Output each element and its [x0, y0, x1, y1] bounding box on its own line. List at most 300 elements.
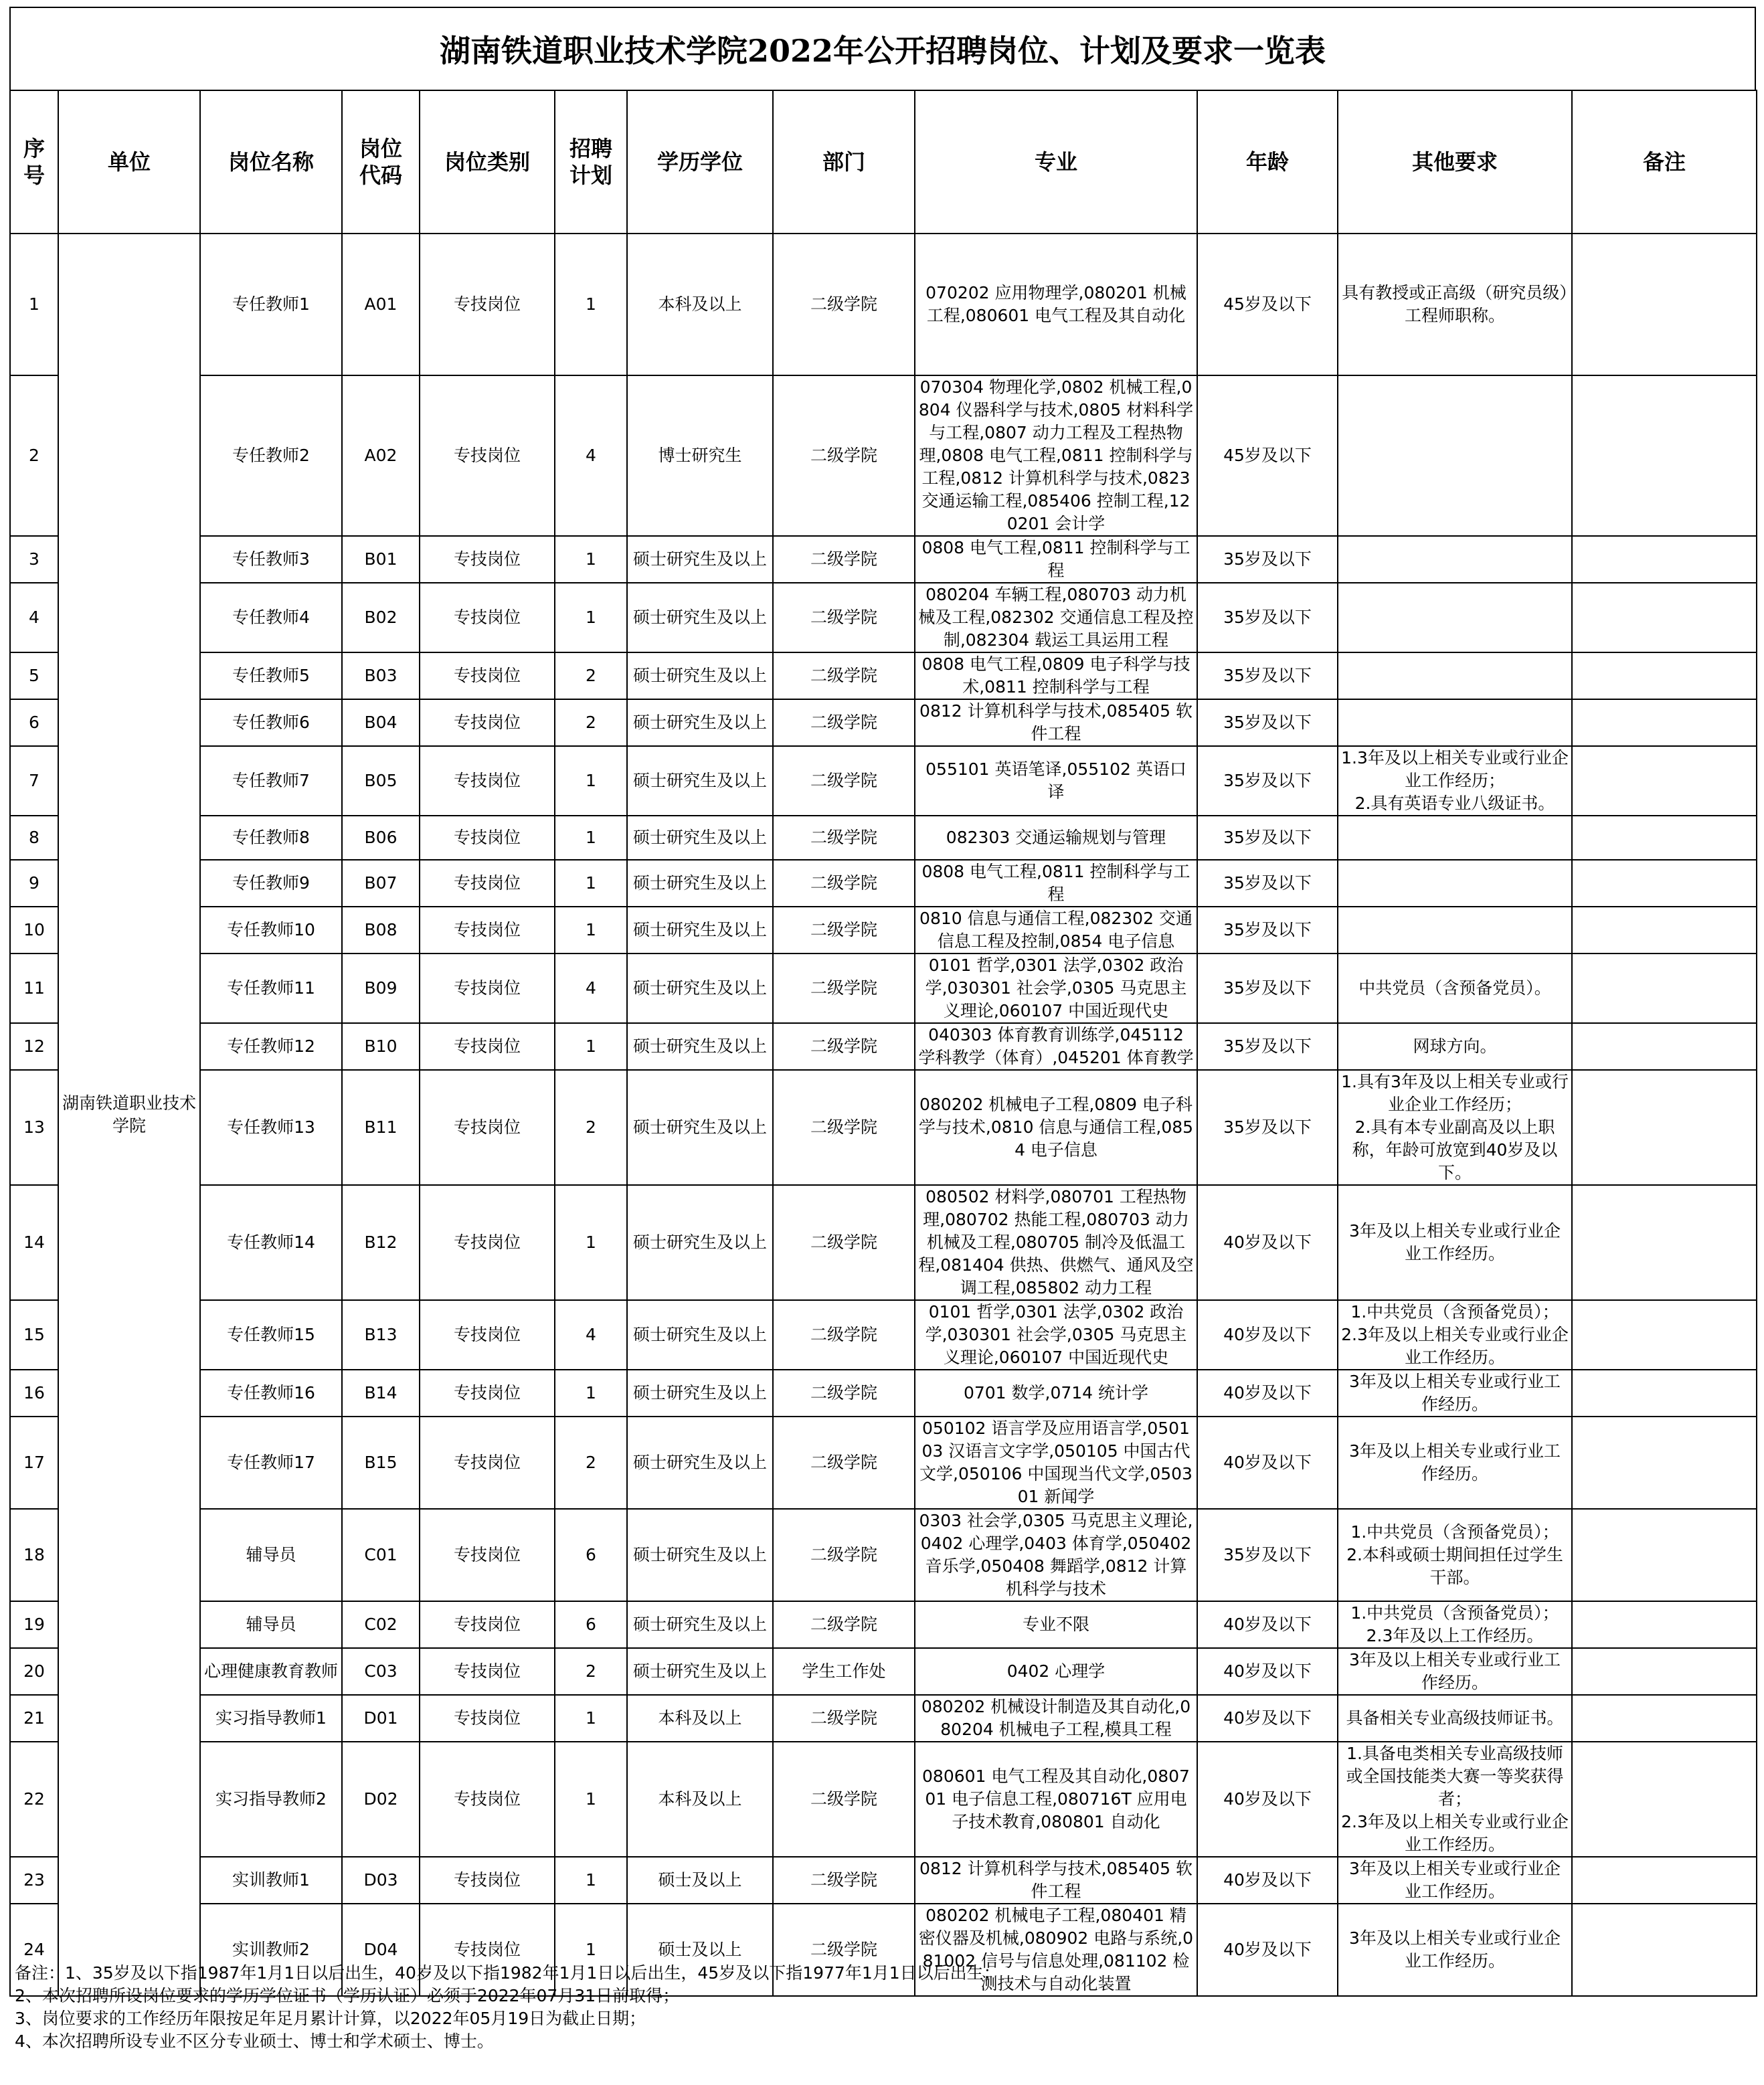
cell-seq: 6 — [10, 699, 58, 746]
cell-dept: 二级学院 — [773, 234, 915, 375]
cell-major: 0101 哲学,0301 法学,0302 政治学,030301 社会学,0305 马克思主义理论,060107 中国近现代史 — [915, 1300, 1197, 1370]
cell-other: 具备相关专业高级技师证书。 — [1338, 1695, 1572, 1742]
cell-major: 0812 计算机科学与技术,085405 软件工程 — [915, 699, 1197, 746]
header-seq: 序号 — [10, 90, 58, 234]
cell-category: 专技岗位 — [420, 1185, 555, 1300]
cell-dept: 二级学院 — [773, 1370, 915, 1417]
cell-degree: 硕士研究生及以上 — [627, 1417, 773, 1509]
cell-age: 45岁及以下 — [1197, 234, 1338, 375]
cell-age: 35岁及以下 — [1197, 860, 1338, 907]
cell-seq: 15 — [10, 1300, 58, 1370]
cell-remark — [1572, 536, 1757, 583]
table-row — [10, 1648, 1757, 1695]
cell-remark — [1572, 1070, 1757, 1185]
cell-other: 1.3年及以上相关专业或行业企业工作经历； 2.具有英语专业八级证书。 — [1338, 746, 1572, 816]
table-row — [10, 652, 1757, 699]
cell-degree: 硕士研究生及以上 — [627, 954, 773, 1023]
cell-plan: 1 — [555, 583, 627, 652]
cell-age: 40岁及以下 — [1197, 1370, 1338, 1417]
cell-position: 专任教师8 — [200, 816, 342, 860]
cell-degree: 硕士研究生及以上 — [627, 860, 773, 907]
table-row — [10, 1370, 1757, 1417]
cell-remark — [1572, 1742, 1757, 1857]
header-other: 其他要求 — [1338, 90, 1572, 234]
cell-degree: 硕士研究生及以上 — [627, 746, 773, 816]
cell-category: 专技岗位 — [420, 1648, 555, 1695]
cell-code: D02 — [342, 1742, 420, 1857]
cell-category: 专技岗位 — [420, 954, 555, 1023]
header-unit: 单位 — [58, 90, 200, 234]
table-row — [10, 536, 1757, 583]
header-row — [10, 90, 1757, 234]
table-row — [10, 1300, 1757, 1370]
cell-category: 专技岗位 — [420, 1070, 555, 1185]
cell-dept: 二级学院 — [773, 1509, 915, 1601]
cell-age: 40岁及以下 — [1197, 1185, 1338, 1300]
cell-category: 专技岗位 — [420, 1904, 555, 1996]
header-remark: 备注 — [1572, 90, 1757, 234]
cell-degree: 硕士研究生及以上 — [627, 699, 773, 746]
cell-dept: 二级学院 — [773, 1300, 915, 1370]
cell-code: C01 — [342, 1509, 420, 1601]
cell-other: 3年及以上相关专业或行业工作经历。 — [1338, 1370, 1572, 1417]
cell-major: 050102 语言学及应用语言学,050103 汉语言文字学,050105 中国古代文学,050106 中国现当代文学,050301 新闻学 — [915, 1417, 1197, 1509]
cell-code: D04 — [342, 1904, 420, 1996]
cell-dept: 学生工作处 — [773, 1648, 915, 1695]
cell-dept: 二级学院 — [773, 1185, 915, 1300]
table-row — [10, 1695, 1757, 1742]
cell-category: 专技岗位 — [420, 375, 555, 536]
header-dept: 部门 — [773, 90, 915, 234]
cell-major: 080204 车辆工程,080703 动力机械及工程,082302 交通信息工程及控制,082304 载运工具运用工程 — [915, 583, 1197, 652]
cell-position: 专任教师14 — [200, 1185, 342, 1300]
cell-remark — [1572, 1300, 1757, 1370]
table-row — [10, 1185, 1757, 1300]
cell-other: 1.中共党员（含预备党员）； 2.3年及以上相关专业或行业企业工作经历。 — [1338, 1300, 1572, 1370]
cell-position: 实习指导教师1 — [200, 1695, 342, 1742]
cell-seq: 19 — [10, 1601, 58, 1648]
cell-seq: 3 — [10, 536, 58, 583]
cell-dept: 二级学院 — [773, 860, 915, 907]
cell-code: C02 — [342, 1601, 420, 1648]
cell-plan: 2 — [555, 652, 627, 699]
cell-age: 35岁及以下 — [1197, 746, 1338, 816]
cell-degree: 硕士研究生及以上 — [627, 907, 773, 954]
cell-code: B07 — [342, 860, 420, 907]
cell-seq: 4 — [10, 583, 58, 652]
recruitment-table — [9, 90, 1757, 1997]
footnote: 3、岗位要求的工作经历年限按足年足月累计计算，以2022年05月19日为截止日期； — [15, 2009, 646, 2028]
cell-dept: 二级学院 — [773, 375, 915, 536]
cell-major: 040303 体育教育训练学,045112 学科教学（体育）,045201 体育教学 — [915, 1023, 1197, 1070]
cell-major: 0101 哲学,0301 法学,0302 政治学,030301 社会学,0305 马克思主义理论,060107 中国近现代史 — [915, 954, 1197, 1023]
cell-plan: 1 — [555, 1185, 627, 1300]
cell-other: 中共党员（含预备党员）。 — [1338, 954, 1572, 1023]
cell-remark — [1572, 1601, 1757, 1648]
cell-plan: 1 — [555, 234, 627, 375]
cell-code: B10 — [342, 1023, 420, 1070]
cell-category: 专技岗位 — [420, 907, 555, 954]
cell-code: B01 — [342, 536, 420, 583]
cell-other: 3年及以上相关专业或行业企业工作经历。 — [1338, 1185, 1572, 1300]
cell-code: B05 — [342, 746, 420, 816]
table-row — [10, 1601, 1757, 1648]
cell-major: 0810 信息与通信工程,082302 交通信息工程及控制,0854 电子信息 — [915, 907, 1197, 954]
cell-remark — [1572, 954, 1757, 1023]
cell-plan: 1 — [555, 1904, 627, 1996]
cell-dept: 二级学院 — [773, 1742, 915, 1857]
cell-category: 专技岗位 — [420, 1300, 555, 1370]
cell-position: 专任教师3 — [200, 536, 342, 583]
cell-category: 专技岗位 — [420, 1857, 555, 1904]
cell-age: 45岁及以下 — [1197, 375, 1338, 536]
cell-category: 专技岗位 — [420, 1023, 555, 1070]
cell-degree: 硕士及以上 — [627, 1857, 773, 1904]
cell-seq: 16 — [10, 1370, 58, 1417]
cell-position: 专任教师11 — [200, 954, 342, 1023]
cell-remark — [1572, 1023, 1757, 1070]
cell-code: B02 — [342, 583, 420, 652]
cell-position: 专任教师7 — [200, 746, 342, 816]
cell-dept: 二级学院 — [773, 816, 915, 860]
cell-remark — [1572, 1509, 1757, 1601]
cell-major: 080202 机械电子工程,0809 电子科学与技术,0810 信息与通信工程,0854 电子信息 — [915, 1070, 1197, 1185]
cell-seq: 9 — [10, 860, 58, 907]
cell-plan: 1 — [555, 907, 627, 954]
cell-other: 具有教授或正高级（研究员级）工程师职称。 — [1338, 234, 1572, 375]
cell-age: 35岁及以下 — [1197, 583, 1338, 652]
page-title: 湖南铁道职业技术学院2022年公开招聘岗位、计划及要求一览表 — [9, 7, 1756, 90]
cell-age: 35岁及以下 — [1197, 1509, 1338, 1601]
cell-remark — [1572, 1370, 1757, 1417]
cell-position: 辅导员 — [200, 1601, 342, 1648]
cell-plan: 1 — [555, 816, 627, 860]
cell-seq: 13 — [10, 1070, 58, 1185]
cell-plan: 4 — [555, 375, 627, 536]
cell-plan: 2 — [555, 1417, 627, 1509]
cell-age: 40岁及以下 — [1197, 1648, 1338, 1695]
cell-category: 专技岗位 — [420, 860, 555, 907]
cell-unit: 湖南铁道职业技术学院 — [58, 234, 200, 1996]
cell-remark — [1572, 1857, 1757, 1904]
cell-position: 专任教师6 — [200, 699, 342, 746]
cell-plan: 1 — [555, 1695, 627, 1742]
cell-degree: 硕士研究生及以上 — [627, 1185, 773, 1300]
cell-other: 3年及以上相关专业或行业企业工作经历。 — [1338, 1904, 1572, 1996]
cell-age: 40岁及以下 — [1197, 1417, 1338, 1509]
header-major: 专业 — [915, 90, 1197, 234]
cell-major: 0808 电气工程,0809 电子科学与技术,0811 控制科学与工程 — [915, 652, 1197, 699]
cell-other — [1338, 652, 1572, 699]
footnote: 备注：1、35岁及以下指1987年1月1日以后出生，40岁及以下指1982年1月1日以后出生，45岁及以下指1977年1月1日以后出生； — [15, 1963, 1000, 1983]
cell-dept: 二级学院 — [773, 1417, 915, 1509]
cell-plan: 1 — [555, 1742, 627, 1857]
cell-seq: 23 — [10, 1857, 58, 1904]
cell-code: D03 — [342, 1857, 420, 1904]
cell-position: 专任教师17 — [200, 1417, 342, 1509]
cell-code: B14 — [342, 1370, 420, 1417]
cell-major: 080601 电气工程及其自动化,080701 电子信息工程,080716T 应用电子技术教育,080801 自动化 — [915, 1742, 1197, 1857]
cell-degree: 硕士研究生及以上 — [627, 1023, 773, 1070]
cell-degree: 硕士研究生及以上 — [627, 1601, 773, 1648]
cell-dept: 二级学院 — [773, 1857, 915, 1904]
cell-position: 实训教师1 — [200, 1857, 342, 1904]
cell-seq: 17 — [10, 1417, 58, 1509]
cell-dept: 二级学院 — [773, 536, 915, 583]
cell-seq: 5 — [10, 652, 58, 699]
table-row — [10, 1742, 1757, 1857]
cell-major: 0402 心理学 — [915, 1648, 1197, 1695]
cell-position: 专任教师12 — [200, 1023, 342, 1070]
header-plan: 招聘计划 — [555, 90, 627, 234]
cell-major: 0303 社会学,0305 马克思主义理论,0402 心理学,0403 体育学,050402 音乐学,050408 舞蹈学,0812 计算机科学与技术 — [915, 1509, 1197, 1601]
cell-seq: 1 — [10, 234, 58, 375]
cell-degree: 本科及以上 — [627, 1742, 773, 1857]
cell-dept: 二级学院 — [773, 1070, 915, 1185]
cell-major: 070304 物理化学,0802 机械工程,0804 仪器科学与技术,0805 材料科学与工程,0807 动力工程及工程热物理,0808 电气工程,0811 控制科学与工程,0812 计算机科学与技术,0823 交通运输工程,085406 控制工程,120201 会计学 — [915, 375, 1197, 536]
cell-remark — [1572, 234, 1757, 375]
cell-dept: 二级学院 — [773, 1695, 915, 1742]
cell-category: 专技岗位 — [420, 746, 555, 816]
cell-remark — [1572, 816, 1757, 860]
cell-seq: 21 — [10, 1695, 58, 1742]
cell-seq: 12 — [10, 1023, 58, 1070]
table-row — [10, 1509, 1757, 1601]
cell-code: C03 — [342, 1648, 420, 1695]
cell-category: 专技岗位 — [420, 1417, 555, 1509]
cell-major: 专业不限 — [915, 1601, 1197, 1648]
cell-other: 3年及以上相关专业或行业工作经历。 — [1338, 1417, 1572, 1509]
cell-remark — [1572, 583, 1757, 652]
cell-dept: 二级学院 — [773, 746, 915, 816]
cell-seq: 8 — [10, 816, 58, 860]
cell-remark — [1572, 746, 1757, 816]
cell-plan: 4 — [555, 1300, 627, 1370]
cell-other — [1338, 583, 1572, 652]
cell-plan: 2 — [555, 1070, 627, 1185]
cell-plan: 1 — [555, 536, 627, 583]
cell-age: 35岁及以下 — [1197, 652, 1338, 699]
table-row — [10, 234, 1757, 375]
cell-degree: 本科及以上 — [627, 1695, 773, 1742]
cell-seq: 22 — [10, 1742, 58, 1857]
footnote: 2、本次招聘所设岗位要求的学历学位证书（学历认证）必须于2022年07月31日前取得； — [15, 1986, 680, 2005]
cell-code: D01 — [342, 1695, 420, 1742]
header-position: 岗位名称 — [200, 90, 342, 234]
cell-degree: 硕士研究生及以上 — [627, 1648, 773, 1695]
cell-degree: 硕士研究生及以上 — [627, 583, 773, 652]
cell-degree: 硕士研究生及以上 — [627, 816, 773, 860]
cell-category: 专技岗位 — [420, 583, 555, 652]
cell-dept: 二级学院 — [773, 907, 915, 954]
cell-dept: 二级学院 — [773, 1023, 915, 1070]
cell-remark — [1572, 375, 1757, 536]
cell-major: 080202 机械设计制造及其自动化,080204 机械电子工程,模具工程 — [915, 1695, 1197, 1742]
cell-other — [1338, 860, 1572, 907]
cell-dept: 二级学院 — [773, 954, 915, 1023]
table-row — [10, 583, 1757, 652]
cell-category: 专技岗位 — [420, 1601, 555, 1648]
cell-remark — [1572, 699, 1757, 746]
cell-age: 40岁及以下 — [1197, 1904, 1338, 1996]
table-row — [10, 1857, 1757, 1904]
cell-category: 专技岗位 — [420, 1742, 555, 1857]
cell-other — [1338, 536, 1572, 583]
cell-code: A01 — [342, 234, 420, 375]
cell-plan: 1 — [555, 746, 627, 816]
cell-degree: 硕士研究生及以上 — [627, 1300, 773, 1370]
cell-seq: 14 — [10, 1185, 58, 1300]
cell-degree: 硕士研究生及以上 — [627, 1370, 773, 1417]
cell-position: 实习指导教师2 — [200, 1742, 342, 1857]
cell-degree: 硕士研究生及以上 — [627, 652, 773, 699]
cell-remark — [1572, 1185, 1757, 1300]
cell-plan: 1 — [555, 1023, 627, 1070]
table-row — [10, 1023, 1757, 1070]
header-code: 岗位代码 — [342, 90, 420, 234]
cell-plan: 6 — [555, 1509, 627, 1601]
cell-code: B15 — [342, 1417, 420, 1509]
cell-position: 专任教师10 — [200, 907, 342, 954]
cell-age: 40岁及以下 — [1197, 1300, 1338, 1370]
cell-dept: 二级学院 — [773, 1601, 915, 1648]
cell-age: 35岁及以下 — [1197, 1023, 1338, 1070]
cell-code: B08 — [342, 907, 420, 954]
cell-age: 40岁及以下 — [1197, 1695, 1338, 1742]
cell-degree: 硕士研究生及以上 — [627, 1070, 773, 1185]
cell-category: 专技岗位 — [420, 816, 555, 860]
cell-major: 070202 应用物理学,080201 机械工程,080601 电气工程及其自动化 — [915, 234, 1197, 375]
cell-major: 0808 电气工程,0811 控制科学与工程 — [915, 860, 1197, 907]
cell-position: 专任教师5 — [200, 652, 342, 699]
cell-category: 专技岗位 — [420, 536, 555, 583]
cell-plan: 2 — [555, 1648, 627, 1695]
cell-other: 网球方向。 — [1338, 1023, 1572, 1070]
cell-major: 0701 数学,0714 统计学 — [915, 1370, 1197, 1417]
cell-seq: 20 — [10, 1648, 58, 1695]
cell-plan: 6 — [555, 1601, 627, 1648]
cell-age: 35岁及以下 — [1197, 954, 1338, 1023]
cell-code: B06 — [342, 816, 420, 860]
cell-other: 3年及以上相关专业或行业工作经历。 — [1338, 1648, 1572, 1695]
cell-degree: 本科及以上 — [627, 234, 773, 375]
cell-plan: 1 — [555, 860, 627, 907]
cell-age: 35岁及以下 — [1197, 907, 1338, 954]
footnotes — [15, 1962, 1755, 2053]
cell-category: 专技岗位 — [420, 652, 555, 699]
cell-age: 35岁及以下 — [1197, 1070, 1338, 1185]
cell-major: 055101 英语笔译,055102 英语口译 — [915, 746, 1197, 816]
table-row — [10, 954, 1757, 1023]
cell-position: 专任教师4 — [200, 583, 342, 652]
cell-code: B03 — [342, 652, 420, 699]
cell-major: 0808 电气工程,0811 控制科学与工程 — [915, 536, 1197, 583]
table-row — [10, 860, 1757, 907]
cell-degree: 博士研究生 — [627, 375, 773, 536]
cell-degree: 硕士研究生及以上 — [627, 536, 773, 583]
cell-dept: 二级学院 — [773, 652, 915, 699]
cell-age: 40岁及以下 — [1197, 1742, 1338, 1857]
cell-code: B04 — [342, 699, 420, 746]
cell-plan: 1 — [555, 1370, 627, 1417]
cell-plan: 2 — [555, 699, 627, 746]
cell-code: B12 — [342, 1185, 420, 1300]
cell-seq: 7 — [10, 746, 58, 816]
cell-major: 080202 机械电子工程,080401 精密仪器及机械,080902 电路与系统,081002 信号与信息处理,081102 检测技术与自动化装置 — [915, 1904, 1197, 1996]
cell-position: 辅导员 — [200, 1509, 342, 1601]
cell-remark — [1572, 1648, 1757, 1695]
cell-seq: 10 — [10, 907, 58, 954]
cell-category: 专技岗位 — [420, 234, 555, 375]
cell-age: 35岁及以下 — [1197, 699, 1338, 746]
cell-position: 专任教师2 — [200, 375, 342, 536]
cell-other: 1.具备电类相关专业高级技师或全国技能类大赛一等奖获得者； 2.3年及以上相关专业或行业企业工作经历。 — [1338, 1742, 1572, 1857]
cell-position: 专任教师13 — [200, 1070, 342, 1185]
cell-position: 专任教师15 — [200, 1300, 342, 1370]
table-row — [10, 1070, 1757, 1185]
table-row — [10, 907, 1757, 954]
cell-age: 35岁及以下 — [1197, 536, 1338, 583]
cell-dept: 二级学院 — [773, 1904, 915, 1996]
cell-category: 专技岗位 — [420, 1695, 555, 1742]
cell-seq: 24 — [10, 1904, 58, 1996]
header-degree: 学历学位 — [627, 90, 773, 234]
cell-degree: 硕士研究生及以上 — [627, 1509, 773, 1601]
cell-age: 40岁及以下 — [1197, 1601, 1338, 1648]
cell-seq: 18 — [10, 1509, 58, 1601]
table-row — [10, 746, 1757, 816]
header-category: 岗位类别 — [420, 90, 555, 234]
cell-seq: 2 — [10, 375, 58, 536]
cell-major: 0812 计算机科学与技术,085405 软件工程 — [915, 1857, 1197, 1904]
cell-age: 40岁及以下 — [1197, 1857, 1338, 1904]
cell-other — [1338, 907, 1572, 954]
cell-remark — [1572, 860, 1757, 907]
cell-remark — [1572, 907, 1757, 954]
cell-other: 1.中共党员（含预备党员）； 2.3年及以上工作经历。 — [1338, 1601, 1572, 1648]
cell-seq: 11 — [10, 954, 58, 1023]
cell-code: B11 — [342, 1070, 420, 1185]
cell-dept: 二级学院 — [773, 699, 915, 746]
cell-age: 35岁及以下 — [1197, 816, 1338, 860]
header-age: 年龄 — [1197, 90, 1338, 234]
table-row — [10, 699, 1757, 746]
cell-remark — [1572, 652, 1757, 699]
cell-other: 1.具有3年及以上相关专业或行业企业工作经历； 2.具有本专业副高及以上职称，年龄可放宽到40岁及以下。 — [1338, 1070, 1572, 1185]
cell-position: 专任教师9 — [200, 860, 342, 907]
cell-position: 专任教师16 — [200, 1370, 342, 1417]
cell-remark — [1572, 1695, 1757, 1742]
cell-code: B09 — [342, 954, 420, 1023]
cell-major: 082303 交通运输规划与管理 — [915, 816, 1197, 860]
table-row — [10, 1417, 1757, 1509]
cell-position: 心理健康教育教师 — [200, 1648, 342, 1695]
cell-category: 专技岗位 — [420, 699, 555, 746]
cell-position: 实训教师2 — [200, 1904, 342, 1996]
cell-other — [1338, 816, 1572, 860]
cell-major: 080502 材料学,080701 工程热物理,080702 热能工程,080703 动力机械及工程,080705 制冷及低温工程,081404 供热、供燃气、通风及空调工程,085802 动力工程 — [915, 1185, 1197, 1300]
cell-code: A02 — [342, 375, 420, 536]
cell-other: 3年及以上相关专业或行业企业工作经历。 — [1338, 1857, 1572, 1904]
cell-plan: 4 — [555, 954, 627, 1023]
cell-category: 专技岗位 — [420, 1370, 555, 1417]
table-row — [10, 375, 1757, 536]
cell-code: B13 — [342, 1300, 420, 1370]
cell-remark — [1572, 1417, 1757, 1509]
footnote: 4、本次招聘所设专业不区分专业硕士、博士和学术硕士、博士。 — [15, 2031, 494, 2051]
cell-degree: 硕士及以上 — [627, 1904, 773, 1996]
table-row — [10, 816, 1757, 860]
